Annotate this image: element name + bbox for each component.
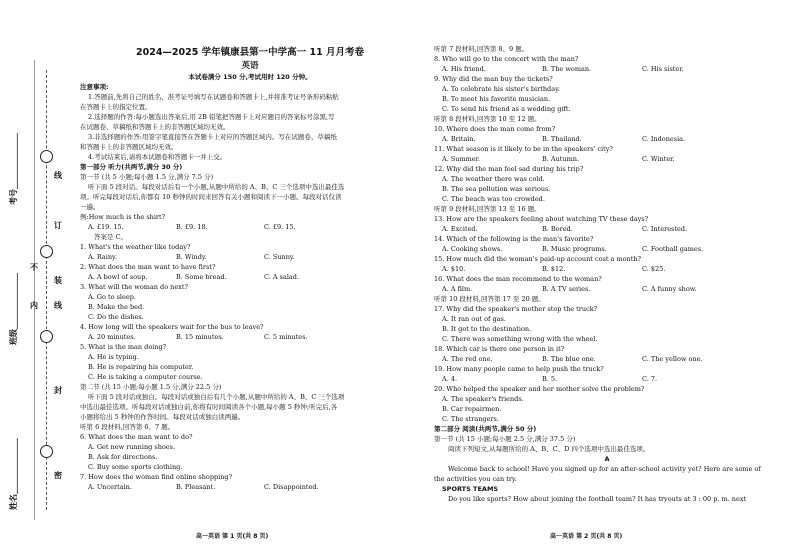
- binding-hole-2: [40, 245, 53, 258]
- binding-hole-4: [40, 445, 53, 458]
- option: C. Do the dishes.: [88, 313, 144, 321]
- sports-heading: SPORTS TEAMS: [442, 485, 499, 493]
- option: B. $12.: [542, 265, 566, 273]
- option: A. Get new running shoes.: [88, 443, 176, 451]
- question: 8. Who will go to the concert with the man?: [434, 55, 579, 63]
- seal-char-1: 线: [54, 171, 62, 180]
- question: 14. Which of the following is the man's favorite?: [434, 235, 594, 243]
- option: A. Uncertain.: [88, 483, 132, 491]
- part1-sec2-instr: 中选出最佳选项。听每段对话或独白前,你将有时间阅读各个小题,每小题 5 秒钟;听完后,各: [80, 403, 338, 411]
- binding-hole-3: [40, 330, 53, 343]
- example-question: 例:How much is the shirt?: [80, 213, 166, 221]
- option: A. Cooking shows.: [442, 245, 503, 253]
- question: 19. How many people came to help push the truck?: [434, 365, 604, 373]
- listen-material-6: 听第 6 段材料,回答第 6、7 题。: [80, 423, 175, 431]
- question: 11. What season is it likely to be in the speakers' city?: [434, 145, 613, 153]
- question: 17. Why did the speaker's mother stop the truck?: [434, 305, 598, 313]
- seal-char-2: 订: [54, 221, 62, 230]
- option: A. To celebrate his sister's birthday.: [442, 85, 560, 93]
- option: A. Britain.: [442, 135, 476, 143]
- binding-hole-1: [40, 150, 53, 163]
- option: B. Music programs.: [542, 245, 607, 253]
- option: A. He is typing.: [88, 353, 139, 361]
- field-banji: 班级______________: [9, 273, 18, 345]
- part1-sec2-instr: 听下面 5 段对话或独白。每段对话或独白后有几个小题,从题中所给的 A、B、C 三个选项: [88, 393, 345, 401]
- option: C. 5 minutes.: [264, 333, 308, 341]
- option: B. Make the bed.: [88, 303, 145, 311]
- option: B. To meet his favorite musician.: [442, 95, 551, 103]
- option: C. The strangers.: [442, 415, 499, 423]
- listen-material-8: 听第 8 段材料,回答第 10 至 12 题。: [434, 115, 541, 123]
- option: A. Go to sleep.: [88, 293, 136, 301]
- passage-line: Welcome back to school! Have you signed up for an after-school activity yet? Here are some of: [448, 465, 761, 473]
- question: 13. How are the speakers feeling about watching TV these days?: [434, 215, 649, 223]
- part2-instr: 阅读下列短文,从每题所给的 A、B、C、D 四个选项中选出最佳选项。: [448, 445, 650, 453]
- listen-material-9: 听第 9 段材料,回答第 13 至 16 题。: [434, 205, 541, 213]
- option: C. There was something wrong with the wheel.: [442, 335, 598, 343]
- options: [434, 244, 780, 254]
- option: C. Buy some sports clothing.: [88, 463, 183, 471]
- options: [434, 134, 780, 144]
- binding-outer-line: [34, 60, 35, 520]
- option: C. He is taking a computer course.: [88, 373, 203, 381]
- notice-heading: 注意事项:: [80, 83, 109, 91]
- option: A. Summer.: [442, 155, 481, 163]
- options: [80, 252, 420, 262]
- option: B. Autumn.: [542, 155, 580, 163]
- question: 9. Why did the man buy the tickets?: [434, 75, 553, 83]
- option: B. Car repairmen.: [442, 405, 502, 413]
- option: B. The woman.: [542, 65, 592, 73]
- option: B. A TV series.: [542, 285, 591, 293]
- part1-sec1-heading: 第一节 (共 5 小题;每小题 1.5 分,满分 7.5 分): [80, 173, 214, 181]
- option: C. The yellow one.: [642, 355, 703, 363]
- question: 5. What is the man doing?: [80, 343, 167, 351]
- option: C. His sister.: [642, 65, 684, 73]
- option: B. It got to the destination.: [442, 325, 532, 333]
- option: A. A film.: [442, 285, 473, 293]
- option: C. $25.: [642, 265, 666, 273]
- listen-material-10: 听第 10 段材料,回答第 17 至 20 题。: [434, 295, 545, 303]
- part1-sec2-heading: 第二节 (共 15 小题;每小题 1.5 分,满分 22.5 分): [80, 383, 222, 391]
- notice-line: 2.选择题的作答:每小题选出答案后,用 2B 铅笔把答题卡上对应题目的答案标号涂黑,写: [88, 113, 335, 121]
- footer-page-1: 高一英语 第 1 页(共 8 页): [196, 533, 269, 540]
- question: 20. Who helped the speaker and her mother solve the problem?: [434, 385, 645, 393]
- question: 4. How long will the speakers wait for the bus to leave?: [80, 323, 264, 331]
- seal-char-4: 不: [30, 263, 38, 272]
- part2-heading: 第二部分 阅读(共两节,满分 50 分): [434, 425, 537, 433]
- options: [80, 332, 420, 342]
- notice-line: 1.答题前,先将自己的姓名、准考证号填写在试题卷和答题卡上,并将准考证号条形码粘贴: [88, 93, 339, 101]
- option: A. The speaker's friends.: [442, 395, 524, 403]
- option: A. The red one.: [442, 355, 493, 363]
- question: 6. What does the man want to do?: [80, 433, 193, 441]
- part1-heading: 第一部分 听力(共两节,满分 30 分): [80, 163, 183, 171]
- notice-line: 4.考试结束后,请将本试题卷和答题卡一并上交。: [88, 153, 227, 161]
- option: C. A funny show.: [642, 285, 697, 293]
- options: [434, 64, 780, 74]
- options: [434, 264, 780, 274]
- field-xingming: 姓名______________: [9, 438, 18, 510]
- question: 3. What will the woman do next?: [80, 283, 188, 291]
- option: C. 7.: [642, 375, 658, 383]
- option: C. A salad.: [264, 273, 300, 281]
- question: 7. How does the woman find online shopping?: [80, 473, 233, 481]
- option: A. His friend.: [442, 65, 486, 73]
- question: 12. Why did the man feel sad during his trip?: [434, 165, 584, 173]
- option: C. Football games.: [642, 245, 704, 253]
- question: 15. How much did the woman's paid-up account cost a month?: [434, 255, 641, 263]
- binding-margin: [0, 0, 64, 551]
- option: C. £9. 15.: [264, 223, 296, 231]
- option: C. Winter.: [642, 155, 675, 163]
- option: C. Interested.: [642, 225, 688, 233]
- example-answer: 答案是 C。: [94, 233, 128, 241]
- binding-seal-line: [46, 70, 47, 510]
- option: B. Pleasant.: [176, 483, 216, 491]
- option: B. The sea pollution was serious.: [442, 185, 551, 193]
- option: A. £19. 15.: [88, 223, 124, 231]
- option: A. The weather there was cold.: [442, 175, 545, 183]
- seal-char-5: 内: [30, 301, 38, 310]
- option: C. Indonesia.: [642, 135, 686, 143]
- footer-page-2: 高一英语 第 2 页(共 8 页): [550, 533, 623, 540]
- seal-char-7: 封: [54, 386, 62, 395]
- example-options: [80, 222, 420, 232]
- option: A. A bowl of soup.: [88, 273, 148, 281]
- option: A. Rainy.: [88, 253, 117, 261]
- options: [80, 482, 420, 492]
- option: B. 5.: [542, 375, 558, 383]
- option: A. 4.: [442, 375, 458, 383]
- part1-sec1-instr: 项。听完每段对话后,你都有 10 秒钟的时间来回答有关小题和阅读下一小题。每段对话仅读: [80, 193, 342, 201]
- notice-line: 在答题卡上的指定位置。: [80, 103, 152, 111]
- options: [434, 354, 780, 364]
- part1-sec2-instr: 小题将给出 5 秒钟的作答时间。每段对话或独白读两遍。: [80, 413, 245, 421]
- seal-char-6: 线: [54, 301, 62, 310]
- question: 2. What does the man want to have first?: [80, 263, 216, 271]
- option: A. It ran out of gas.: [442, 315, 506, 323]
- question: 10. Where does the man come from?: [434, 125, 556, 133]
- part1-sec1-instr: 一遍。: [80, 203, 100, 211]
- question: 1. What's the weather like today?: [80, 243, 191, 251]
- part2-sec1-heading: 第一节 (共 15 小题;每小题 2.5 分,满分 37.5 分): [434, 435, 576, 443]
- part1-sec1-instr: 听下面 5 段对话。每段对话后有一个小题,从题中所给的 A、B、C 三个选项中选出最佳选: [88, 183, 345, 191]
- passage-line: the activities you can try.: [434, 475, 517, 483]
- option: B. Thailand.: [542, 135, 582, 143]
- option: C. Sunny.: [264, 253, 295, 261]
- left-column: [80, 72, 420, 492]
- listen-material-7: 听第 7 段材料,回答第 8、9 题。: [434, 45, 529, 53]
- option: B. £9. 18.: [176, 223, 208, 231]
- option: B. Some bread.: [176, 273, 227, 281]
- field-kaohao: 考号______________: [9, 133, 18, 205]
- seal-char-8: 密: [54, 471, 62, 480]
- option: B. Windy.: [176, 253, 207, 261]
- seal-char-3: 装: [54, 276, 62, 285]
- options: [434, 154, 780, 164]
- right-column: [434, 44, 780, 504]
- option: A. Excited.: [442, 225, 478, 233]
- option: B. Ask for directions.: [88, 453, 158, 461]
- question: 16. What does the man recommend to the woman?: [434, 275, 602, 283]
- option: B. 15 minutes.: [176, 333, 224, 341]
- exam-title: 2024—2025 学年镇康县第一中学高一 11 月月考卷: [135, 47, 365, 58]
- option: C. The beach was too crowded.: [442, 195, 545, 203]
- notice-line: 在试题卷、草稿纸和答题卡上的非答题区域均无效。: [80, 123, 230, 131]
- option: A. $10.: [442, 265, 466, 273]
- notice-line: 和答题卡上的非答题区域均无效。: [80, 143, 178, 151]
- score-info: 本试卷满分 150 分,考试用时 120 分钟。: [188, 73, 312, 81]
- passage-line: Do you like sports? How about joining the football team? It has tryouts at 3 : 00 p. m. next: [448, 495, 747, 503]
- options: [434, 374, 780, 384]
- exam-subject: 英语: [241, 61, 259, 71]
- option: B. Bored.: [542, 225, 573, 233]
- options: [434, 224, 780, 234]
- option: B. He is repairing his computer.: [88, 363, 194, 371]
- options: [434, 284, 780, 294]
- passage-letter: A: [604, 455, 610, 463]
- option: A. 20 minutes.: [88, 333, 136, 341]
- notice-line: 3.非选择题的作答:用签字笔直接答在答题卡上对应的答题区域内。写在试题卷、草稿纸: [88, 133, 337, 141]
- option: C. To send his friend as a wedding gift.: [442, 105, 571, 113]
- option: C. Disappointed.: [264, 483, 319, 491]
- option: B. The blue one.: [542, 355, 596, 363]
- question: 18. Which car is there one person in it?: [434, 345, 565, 353]
- options: [80, 272, 420, 282]
